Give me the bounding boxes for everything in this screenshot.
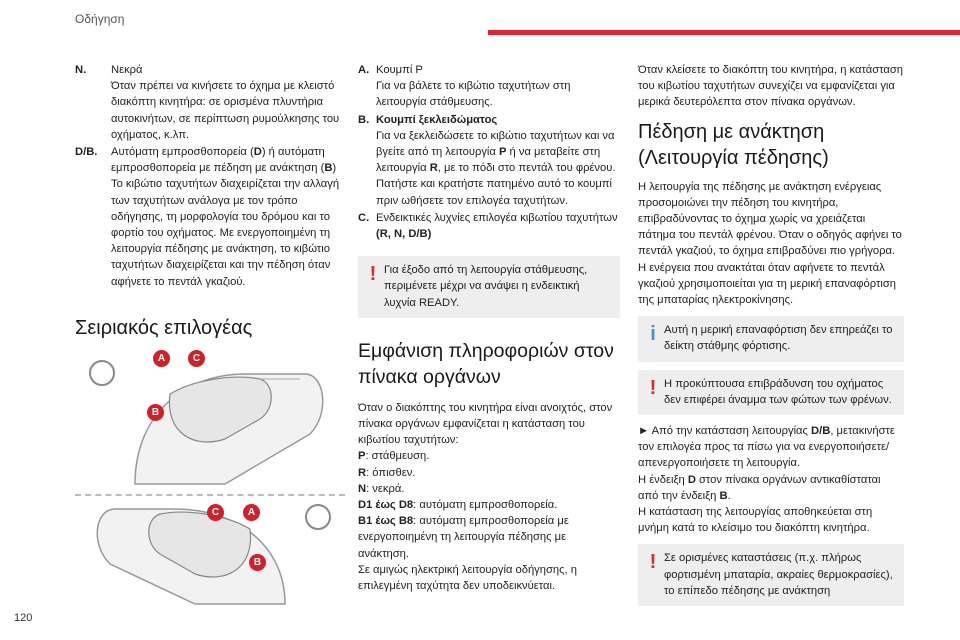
definition-body [376, 62, 620, 111]
section-title-sequential-selector: Σειριακός επιλογέας [75, 316, 253, 339]
bold-text: R [429, 162, 438, 175]
warning-icon: ! [649, 551, 657, 574]
bold-text: D1 έως D8 [358, 499, 414, 512]
definition-text: Νεκρά Όταν πρέπει να κινήσετε το όχημα με κλειστό διακόπτη κινητήρα: σε ορισμένα πλυντήρια αυτοκινήτων, σε περίπτωση ρυμούλκησης του οχήματος, κ.λπ. [111, 64, 340, 141]
definition-text: Ενδεικτικές λυχνίες επιλογέα κιβωτίου ταχυτήτων [376, 211, 618, 224]
column-2 [358, 62, 620, 594]
bold-text: D/B [811, 425, 831, 438]
info-box [638, 316, 904, 361]
text: : όπισθεν. [366, 466, 416, 479]
definition-title: Κουμπί ξεκλειδώματος [376, 113, 498, 126]
warning-icon: ! [369, 263, 377, 286]
badge-c: C [207, 504, 224, 521]
list-item [358, 465, 620, 481]
badge-a: A [153, 350, 170, 367]
warning-box [358, 256, 620, 318]
text: . Η κατάσταση της λειτουργίας αποθηκεύεται στη μνήμη κατά το κλείσιμο του διακόπτη κινητήρα. [638, 489, 873, 535]
gear-selector-drawing-top [75, 354, 345, 494]
badge-b: B [147, 404, 164, 421]
info-text: Αυτή η μερική επαναφόρτιση δεν επηρεάζει το δείκτη στάθμης φόρτισης. [664, 324, 893, 353]
paragraph [638, 423, 904, 472]
definition-body [376, 112, 620, 209]
gear-selector-illustration [75, 354, 345, 614]
warning-box [638, 370, 904, 415]
list-item [358, 513, 620, 562]
section-title-instrument-display: Εμφάνιση πληροφοριών στον πίνακα οργάνων [358, 339, 614, 388]
text: ή να μεταβείτε στη λειτουργία [376, 146, 601, 175]
page-number: 120 [14, 612, 33, 624]
header-accent-bar [488, 30, 960, 35]
paragraph: Όταν κλείσετε το διακόπτη του κινητήρα, η κατάσταση του κιβωτίου ταχυτήτων συνεχίζει να εμφανίζεται για μερικά δευτερόλεπτα στον πίνακα οργάνων. [638, 64, 903, 109]
list-item [358, 448, 620, 464]
bold-text: B [719, 489, 728, 502]
text: : νεκρά. [366, 482, 405, 495]
definition-db [75, 144, 345, 290]
bold-text: D [687, 473, 696, 486]
text: : αυτόματη εμπροσθοπορεία με ενεργοποιημένη τη λειτουργία πέδησης με ανάκτηση. [358, 515, 569, 560]
column-1 [75, 62, 345, 614]
paragraph [638, 472, 904, 537]
definition-b [358, 112, 620, 209]
text: ) ή αυτόματη εμπροσθοπορεία με πέδηση με ανάκτηση ( [111, 146, 325, 175]
definition-text: Για να βάλετε το κιβώτιο ταχυτήτων στη λειτουργία στάθμευσης. [376, 80, 571, 109]
bold-text: B [324, 162, 333, 175]
text: Η ένδειξη [638, 473, 688, 486]
section-title-regenerative-braking: Πέδηση με ανάκτηση (Λειτουργία πέδησης) [638, 120, 829, 169]
definition-body [376, 210, 620, 242]
definition-a [358, 62, 620, 111]
definition-title: Κουμπί P [376, 64, 423, 76]
definition-key: A. [358, 64, 370, 76]
bold-text: P [358, 450, 366, 463]
bold-text: D [253, 146, 262, 159]
list-item [358, 497, 620, 513]
column-3 [638, 62, 904, 606]
definition-n [75, 62, 345, 143]
definition-bold: (R, N, D/B) [376, 228, 432, 241]
definition-key: C. [358, 211, 370, 224]
running-header: Οδήγηση [75, 12, 125, 26]
bold-text: P [498, 146, 507, 159]
text: στον πίνακα οργάνων αντικαθίσταται από την ένδειξη [638, 473, 881, 502]
text: , μετακινήστε τον επιλογέα προς τα πίσω για να ενεργοποιήσετε/απενεργοποιήσετε τη λειτουργία. [638, 425, 895, 470]
info-icon: i [650, 323, 656, 346]
definition-key: B. [358, 113, 370, 126]
warning-text: Για έξοδο από τη λειτουργία στάθμευσης, περιμένετε μέχρι να ανάψει η ενδεικτική λυχνία READY. [384, 264, 588, 309]
warning-box [638, 544, 904, 606]
bold-text: N [358, 482, 367, 495]
badge-a: A [243, 504, 260, 521]
text: ) Το κιβώτιο ταχυτήτων διαχειρίζεται την αλλαγή των ταχυτήτων ανάλογα με τον τρόπο οδήγησης, τη μορφολογία του δρόμου και το φορτίο του οχήματος. Με ενεργοποιημένη τη λειτουργία πέδησης με ανάκτηση, το κιβώτιο ταχυτήτων διαχειρίζεται και την πέδηση όταν αφήνετε το πεντάλ γκαζιού. [111, 162, 340, 288]
text: Αυτόματη εμπροσθοπορεία ( [111, 146, 254, 159]
definition-text [111, 144, 345, 290]
warning-icon: ! [649, 376, 657, 399]
text: ► Από την κατάσταση λειτουργίας [638, 425, 812, 438]
definition-text [376, 128, 620, 209]
paragraph: Η λειτουργία της πέδησης με ανάκτηση ενέργειας προσομοιώνει την πέδηση του κινητήρα, επιβραδύνοντας το όχημα χωρίς να χρειάζεται πάτημα του πεντάλ φρένου. Όταν ο οδηγός αφήνει το πεντάλ γκαζιού, το όχημα επιβραδύνει πιο γρήγορα. Η ενέργεια που ανακτάται όταν αφήνετε το πεντάλ γκαζιού χρησιμοποιείται για τη μερική επαναφόρτιση της μπαταρίας ηλεκτροκίνησης. [638, 180, 902, 307]
badge-b: B [249, 554, 266, 571]
paragraph: Σε αμιγώς ηλεκτρική λειτουργία οδήγησης, η επιλεγμένη ταχύτητα δεν υποδεικνύεται. [358, 563, 577, 593]
definition-key: D/B. [75, 146, 98, 159]
warning-text: Σε ορισμένες καταστάσεις (π.χ. πλήρως φορτισμένη μπαταρία, ακραίες θερμοκρασίες), το επίπεδο πέδησης με ανάκτηση [664, 552, 893, 597]
text: , με το πόδι στο πεντάλ του φρένου. Πατήστε και κρατήστε πατημένο αυτό το κουμπί πριν ωθήσετε τον επιλογέα ταχυτήτων. [376, 162, 616, 207]
definition-c [358, 210, 620, 242]
bold-text: B1 έως B8 [358, 515, 414, 528]
bold-text: R [358, 466, 367, 479]
text: Για να ξεκλειδώσετε το κιβώτιο ταχυτήτων και να βγείτε από τη λειτουργία [376, 129, 615, 159]
status-list [358, 448, 620, 561]
list-item [358, 481, 620, 497]
warning-text: Η προκύπτουσα επιβράδυνση του οχήματος δεν επιφέρει άναμμα των φώτων των φρένων. [664, 377, 892, 406]
text: : αυτόματη εμπροσθοπορεία. [413, 499, 558, 512]
paragraph: Όταν ο διακόπτης του κινητήρα είναι ανοιχτός, στον πίνακα οργάνων εμφανίζεται η κατάσταση του κιβωτίου ταχυτήτων: [358, 401, 613, 447]
text: : στάθμευση. [365, 450, 430, 463]
definition-key: N. [75, 64, 87, 76]
badge-c: C [188, 350, 205, 367]
